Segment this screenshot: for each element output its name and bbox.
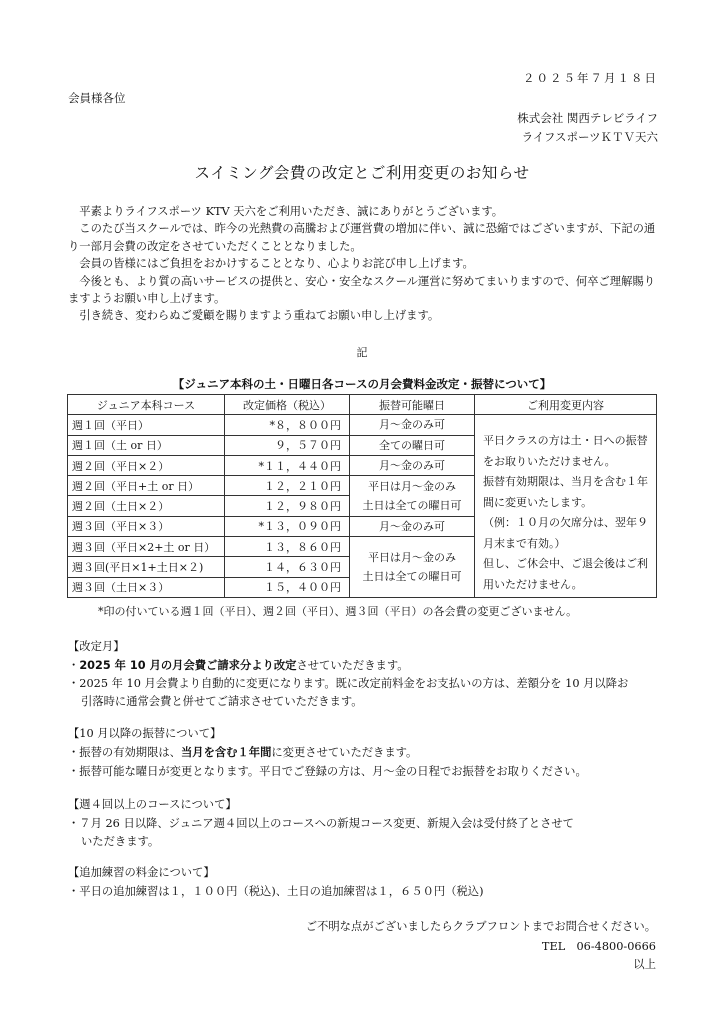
- days-cell: 月～金のみ可: [350, 415, 475, 435]
- section-heading-4plus-course: 【週４回以上のコースについて】: [68, 798, 237, 811]
- days-line: 平日は月～金のみ: [368, 479, 456, 493]
- note-line: 但し、ご休会中、ご退会後はご利用いただけません。: [483, 557, 648, 591]
- intro-paragraph: 平素よりライフスポーツ KTV 天六をご利用いただき、誠にありがとうございます。: [79, 205, 504, 218]
- col-header-course: ジュニア本科コース: [68, 395, 225, 415]
- usage-change-note: [475, 415, 657, 598]
- revision-line: [68, 657, 409, 673]
- course-cell: 週１回（土 or 日）: [68, 435, 225, 455]
- price-cell: １４，６３０円: [225, 557, 350, 577]
- document-date: ２０２５年７月１８日: [523, 71, 658, 85]
- table-caption: 【ジュニア本科の土・日曜日各コースの月会費料金改定・振替について】: [172, 377, 552, 391]
- transfer-emphasis: 当月を含む１年間: [180, 746, 272, 759]
- days-cell: [350, 476, 475, 517]
- course-line: いただきます。: [81, 835, 160, 848]
- extra-practice-line: ・平日の追加練習は１，１００円（税込)、土日の追加練習は１，６５０円（税込): [68, 885, 484, 898]
- days-cell: [350, 537, 475, 598]
- transfer-text: に変更させていただきます。: [271, 746, 418, 759]
- days-cell: 全ての曜日可: [350, 435, 475, 455]
- section-heading-extra-practice: 【追加練習の料金について】: [68, 866, 215, 879]
- course-cell: 週１回（平日）: [68, 415, 225, 435]
- note-line: 振替有効期限は、当月を含む１年間に変更いたします。: [483, 475, 648, 509]
- transfer-line: [68, 744, 417, 760]
- fee-table: [67, 394, 657, 598]
- revision-emphasis: 2025 年 10 月の月会費ご請求分より改定: [79, 659, 297, 672]
- note-line: （例：１０月の欠席分は、翌年９月末まで有効。）: [483, 516, 648, 550]
- days-line: 土日は全ての曜日可: [362, 498, 462, 512]
- section-heading-transfer: 【10 月以降の振替について】: [68, 727, 222, 740]
- intro-paragraph: 引き続き、変わらぬご愛顧を賜りますよう重ねてお願い申し上げます。: [79, 309, 440, 323]
- price-cell: １２，９８０円: [225, 496, 350, 516]
- course-cell: 週３回(平日×1+土日×２): [68, 557, 225, 577]
- price-cell: １２，２１０円: [225, 476, 350, 496]
- course-cell: 週３回（平日×３）: [68, 516, 225, 536]
- course-cell: 週３回（平日×2+土 or 日）: [68, 537, 225, 557]
- transfer-line: ・振替可能な曜日が変更となります。平日でご登録の方は、月～金の日程でお振替をお取りください。: [68, 765, 587, 778]
- col-header-days: 振替可能曜日: [350, 395, 475, 415]
- transfer-text: ・振替の有効期限は、: [68, 746, 181, 759]
- col-header-note: ご利用変更内容: [475, 395, 657, 415]
- section-heading-revision-month: 【改定月】: [68, 640, 125, 653]
- price-cell: ９，５７０円: [225, 435, 350, 455]
- closing-message: ご不明な点がございましたらクラブフロントまでお問合せください。: [305, 920, 656, 933]
- bullet: ・: [68, 659, 80, 672]
- company-name: 株式会社 関西テレビライフ: [517, 111, 658, 125]
- intro-paragraph: 会員の皆様にはご負担をおかけすることとなり、心よりお詫び申し上げます。: [79, 257, 474, 271]
- col-header-price: 改定価格（税込）: [225, 395, 350, 415]
- course-line: ・７月 26 日以降、ジュニア週４回以上のコースへの新規コース変更、新規入会は受付終了とさせて: [68, 817, 574, 830]
- days-line: 土日は全ての曜日可: [362, 570, 462, 584]
- intro-paragraph: このたび当スクールでは、昨今の光熱費の高騰および運営費の増加に伴い、誠に恐縮ではございますが、下記の通り一部月会費の改定をさせていただくこととなりました。: [68, 222, 656, 253]
- days-cell: 月～金のみ可: [350, 455, 475, 475]
- course-cell: 週２回（平日×２）: [68, 455, 225, 475]
- days-line: 平日は月～金のみ: [368, 551, 456, 565]
- price-cell: *８，８００円: [225, 415, 350, 435]
- course-cell: 週２回（平日+土 or 日）: [68, 476, 225, 496]
- note-line: 平日クラスの方は土・日への振替をお取りいただけません。: [483, 434, 648, 468]
- revision-text: させていただきます。: [296, 659, 409, 672]
- ki-mark: 記: [356, 346, 368, 359]
- days-cell: 月～金のみ可: [350, 516, 475, 536]
- table-row: [68, 415, 657, 435]
- document-title: スイミング会費の改定とご利用変更のお知らせ: [194, 164, 530, 182]
- telephone: TEL 06-4800-0666: [541, 940, 656, 953]
- revision-line: ・2025 年 10 月会費より自動的に変更になります。既に改定前料金をお支払いの方は、差額分を 10 月以降お: [68, 677, 629, 690]
- closing-ijo: 以上: [633, 958, 656, 971]
- intro-body: [68, 203, 662, 325]
- course-cell: 週３回（土日×３）: [68, 577, 225, 597]
- table-header-row: [68, 395, 657, 415]
- course-cell: 週２回（土日×２）: [68, 496, 225, 516]
- price-cell: １５，４００円: [225, 577, 350, 597]
- addressee: 会員様各位: [68, 91, 126, 105]
- revision-line: 引落時に通常会費と併せてご請求させていただきます。: [81, 695, 363, 708]
- price-cell: *１１，４４０円: [225, 455, 350, 475]
- intro-paragraph: 今後とも、より質の高いサービスの提供と、安心・安全なスクール運営に努めてまいりますので、何卒ご理解賜りますようお願い申し上げます。: [68, 274, 655, 306]
- club-name: ライフスポーツＫＴＶ天六: [521, 130, 658, 144]
- price-cell: １３，８６０円: [225, 537, 350, 557]
- table-footnote: *印の付いている週１回（平日）、週２回（平日）、週３回（平日）の各会費の変更ございません。: [98, 605, 578, 618]
- price-cell: *１３，０９０円: [225, 516, 350, 536]
